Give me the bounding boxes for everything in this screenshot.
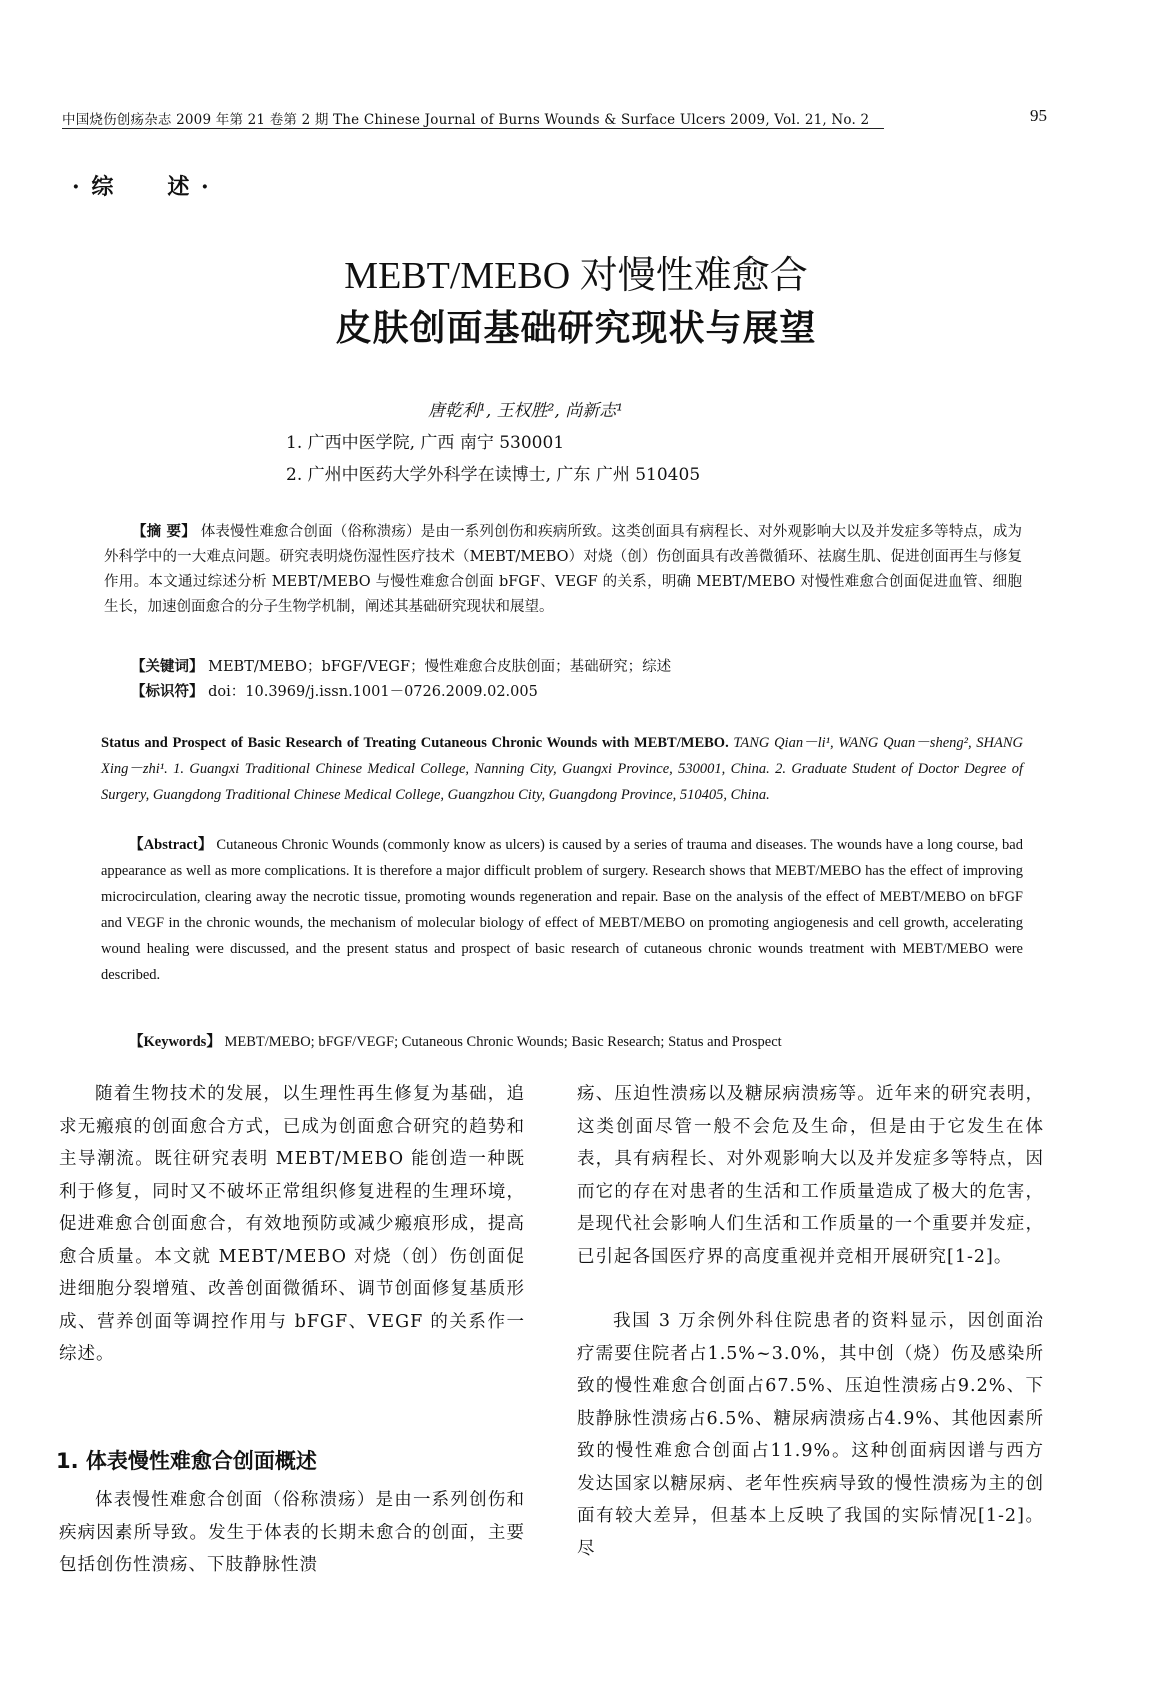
english-keywords [129, 1030, 1029, 1051]
english-abstract-text: Cutaneous Chronic Wounds (commonly know as ulcers) is caused by a series of trauma and diseases. The wounds have a long course, bad appearance as well as more complications. It is therefore a major difficult problem of surgery. Research shows that MEBT/MEBO has the effect of improving microcirculation, clearing away the necrotic tissue, promoting wounds regeneration and repair. Base on the analysis of the effect of MEBT/MEBO on bFGF and VEGF in the chronic wounds, the mechanism of molecular biology of effect of MEBT/MEBO on promoting angiogenesis and cell growth, accelerating wound healing were discussed, and the present status and prospect of basic research of cutaneous chronic wounds treatment with MEBT/MEBO were described. [101, 837, 1023, 983]
english-keywords-text: MEBT/MEBO; bFGF/VEGF; Cutaneous Chronic Wounds; Basic Research; Status and Prospect [224, 1034, 782, 1050]
english-title-block [101, 730, 1023, 808]
chinese-abstract [104, 519, 1022, 620]
title-line-2: 皮肤创面基础研究现状与展望 [335, 308, 817, 349]
english-authors-affiliations: TANG Qian－li¹, WANG Quan－sheng², SHANG Xing－zhi¹. 1. Guangxi Traditional Chinese Medical College, Nanning City, Guangxi Province, 530001, China. 2. Graduate Student of Doctor Degree of Surgery, Guangdong Traditional Chinese Medical College, Guangzhou City, Guangdong Province, 510405, China. [101, 735, 1024, 803]
header-rule [62, 128, 884, 129]
page-number: 95 [1030, 106, 1047, 125]
chinese-keywords [131, 655, 1031, 676]
abstract-label: 【摘 要】 [132, 523, 196, 540]
running-header [62, 106, 1092, 138]
body-left-paragraph-2: 体表慢性难愈合创面（俗称溃疡）是由一系列创伤和疾病因素所导致。发生于体表的长期未愈合的创面，主要包括创伤性溃疡、下肢静脉性溃 [59, 1490, 525, 1575]
abstract-text: 体表慢性难愈合创面（俗称溃疡）是由一系列创伤和疾病所致。这类创面具有病程长、对外观影响大以及并发症多等特点，成为外科学中的一大难点问题。研究表明烧伤湿性医疗技术（MEBT/MEBO）对烧（创）伤创面具有改善微循环、祛腐生肌、促进创面再生与修复作用。本文通过综述分析 MEBT/MEBO 与慢性难愈合创面 bFGF、VEGF 的关系，明确 MEBT/MEBO 对慢性难愈合创面促进血管、细胞生长，加速创面愈合的分子生物学机制，阐述其基础研究现状和展望。 [104, 524, 1022, 615]
keywords-label: 【关键词】 [131, 658, 204, 675]
body-left-paragraph-1: 随着生物技术的发展，以生理性再生修复为基础，追求无瘢痕的创面愈合方式，已成为创面愈合研究的趋势和主导潮流。既往研究表明 MEBT/MEBO 能创造一种既利于修复，同时又不破坏正常组织修复进程的生理环境，促进难愈合创面愈合，有效地预防或减少瘢痕形成，提高愈合质量。本文就 MEBT/MEBO 对烧（创）伤创面促进细胞分裂增殖、改善创面微循环、调节创面修复基质形成、营养创面等调控作用与 bFGF、VEGF 的关系作一综述。 [59, 1084, 525, 1364]
english-abstract-label: 【Abstract】 [129, 837, 213, 853]
chinese-identifier [131, 680, 1031, 701]
section-heading-1: 1. 体表慢性难愈合创面概述 [56, 1449, 317, 1473]
section-label-right: 述 · [167, 174, 211, 200]
journal-line: 中国烧伤创疡杂志 2009 年第 21 卷第 2 期 The Chinese Journal of Burns Wounds & Surface Ulcers 2009, Vol. 21, No. 2 [62, 112, 870, 128]
body-right-paragraph-1: 疡、压迫性溃疡以及糖尿病溃疡等。近年来的研究表明，这类创面尽管一般不会危及生命，但是由于它发生在体表，具有病程长、对外观影响大以及并发症多等特点，因而它的存在对患者的生活和工作质量造成了极大的危害，是现代社会影响人们生活和工作质量的一个重要并发症，已引起各国医疗界的高度重视并竞相开展研究[1-2]。 [577, 1084, 1044, 1267]
keywords-text: MEBT/MEBO；bFGF/VEGF；慢性难愈合皮肤创面；基础研究；综述 [208, 659, 672, 675]
identifier-text: doi：10.3969/j.issn.1001－0726.2009.02.005 [208, 684, 538, 700]
authors: 唐乾利¹, 王权胜², 尚新志¹ [428, 401, 624, 421]
body-right-paragraph-2: 我国 3 万余例外科住院患者的资料显示，因创面治疗需要住院者占1.5%~3.0%，其中创（烧）伤及感染所致的慢性难愈合创面占67.5%、压迫性溃疡占9.2%、下肢静脉性溃疡占6.5%、糖尿病溃疡占4.9%、其他因素所致的慢性难愈合创面占11.9%。这种创面病因谱与西方发达国家以糖尿病、老年性疾病导致的慢性溃疡为主的创面有较大差异，但基本上反映了我国的实际情况[1-2]。尽 [577, 1311, 1044, 1559]
section-label-left: · 综 [72, 174, 116, 200]
english-abstract [101, 832, 1023, 988]
identifier-label: 【标识符】 [131, 683, 204, 700]
affiliation-1: 1. 广西中医学院, 广西 南宁 530001 [286, 433, 565, 453]
english-keywords-label: 【Keywords】 [129, 1034, 221, 1050]
title-line-1: MEBT/MEBO 对慢性难愈合 [344, 255, 808, 297]
affiliation-2: 2. 广州中医药大学外科学在读博士, 广东 广州 510405 [286, 465, 701, 485]
english-title: Status and Prospect of Basic Research of Treating Cutaneous Chronic Wounds with MEBT/MEBO. [101, 735, 729, 751]
section-label [72, 170, 211, 201]
